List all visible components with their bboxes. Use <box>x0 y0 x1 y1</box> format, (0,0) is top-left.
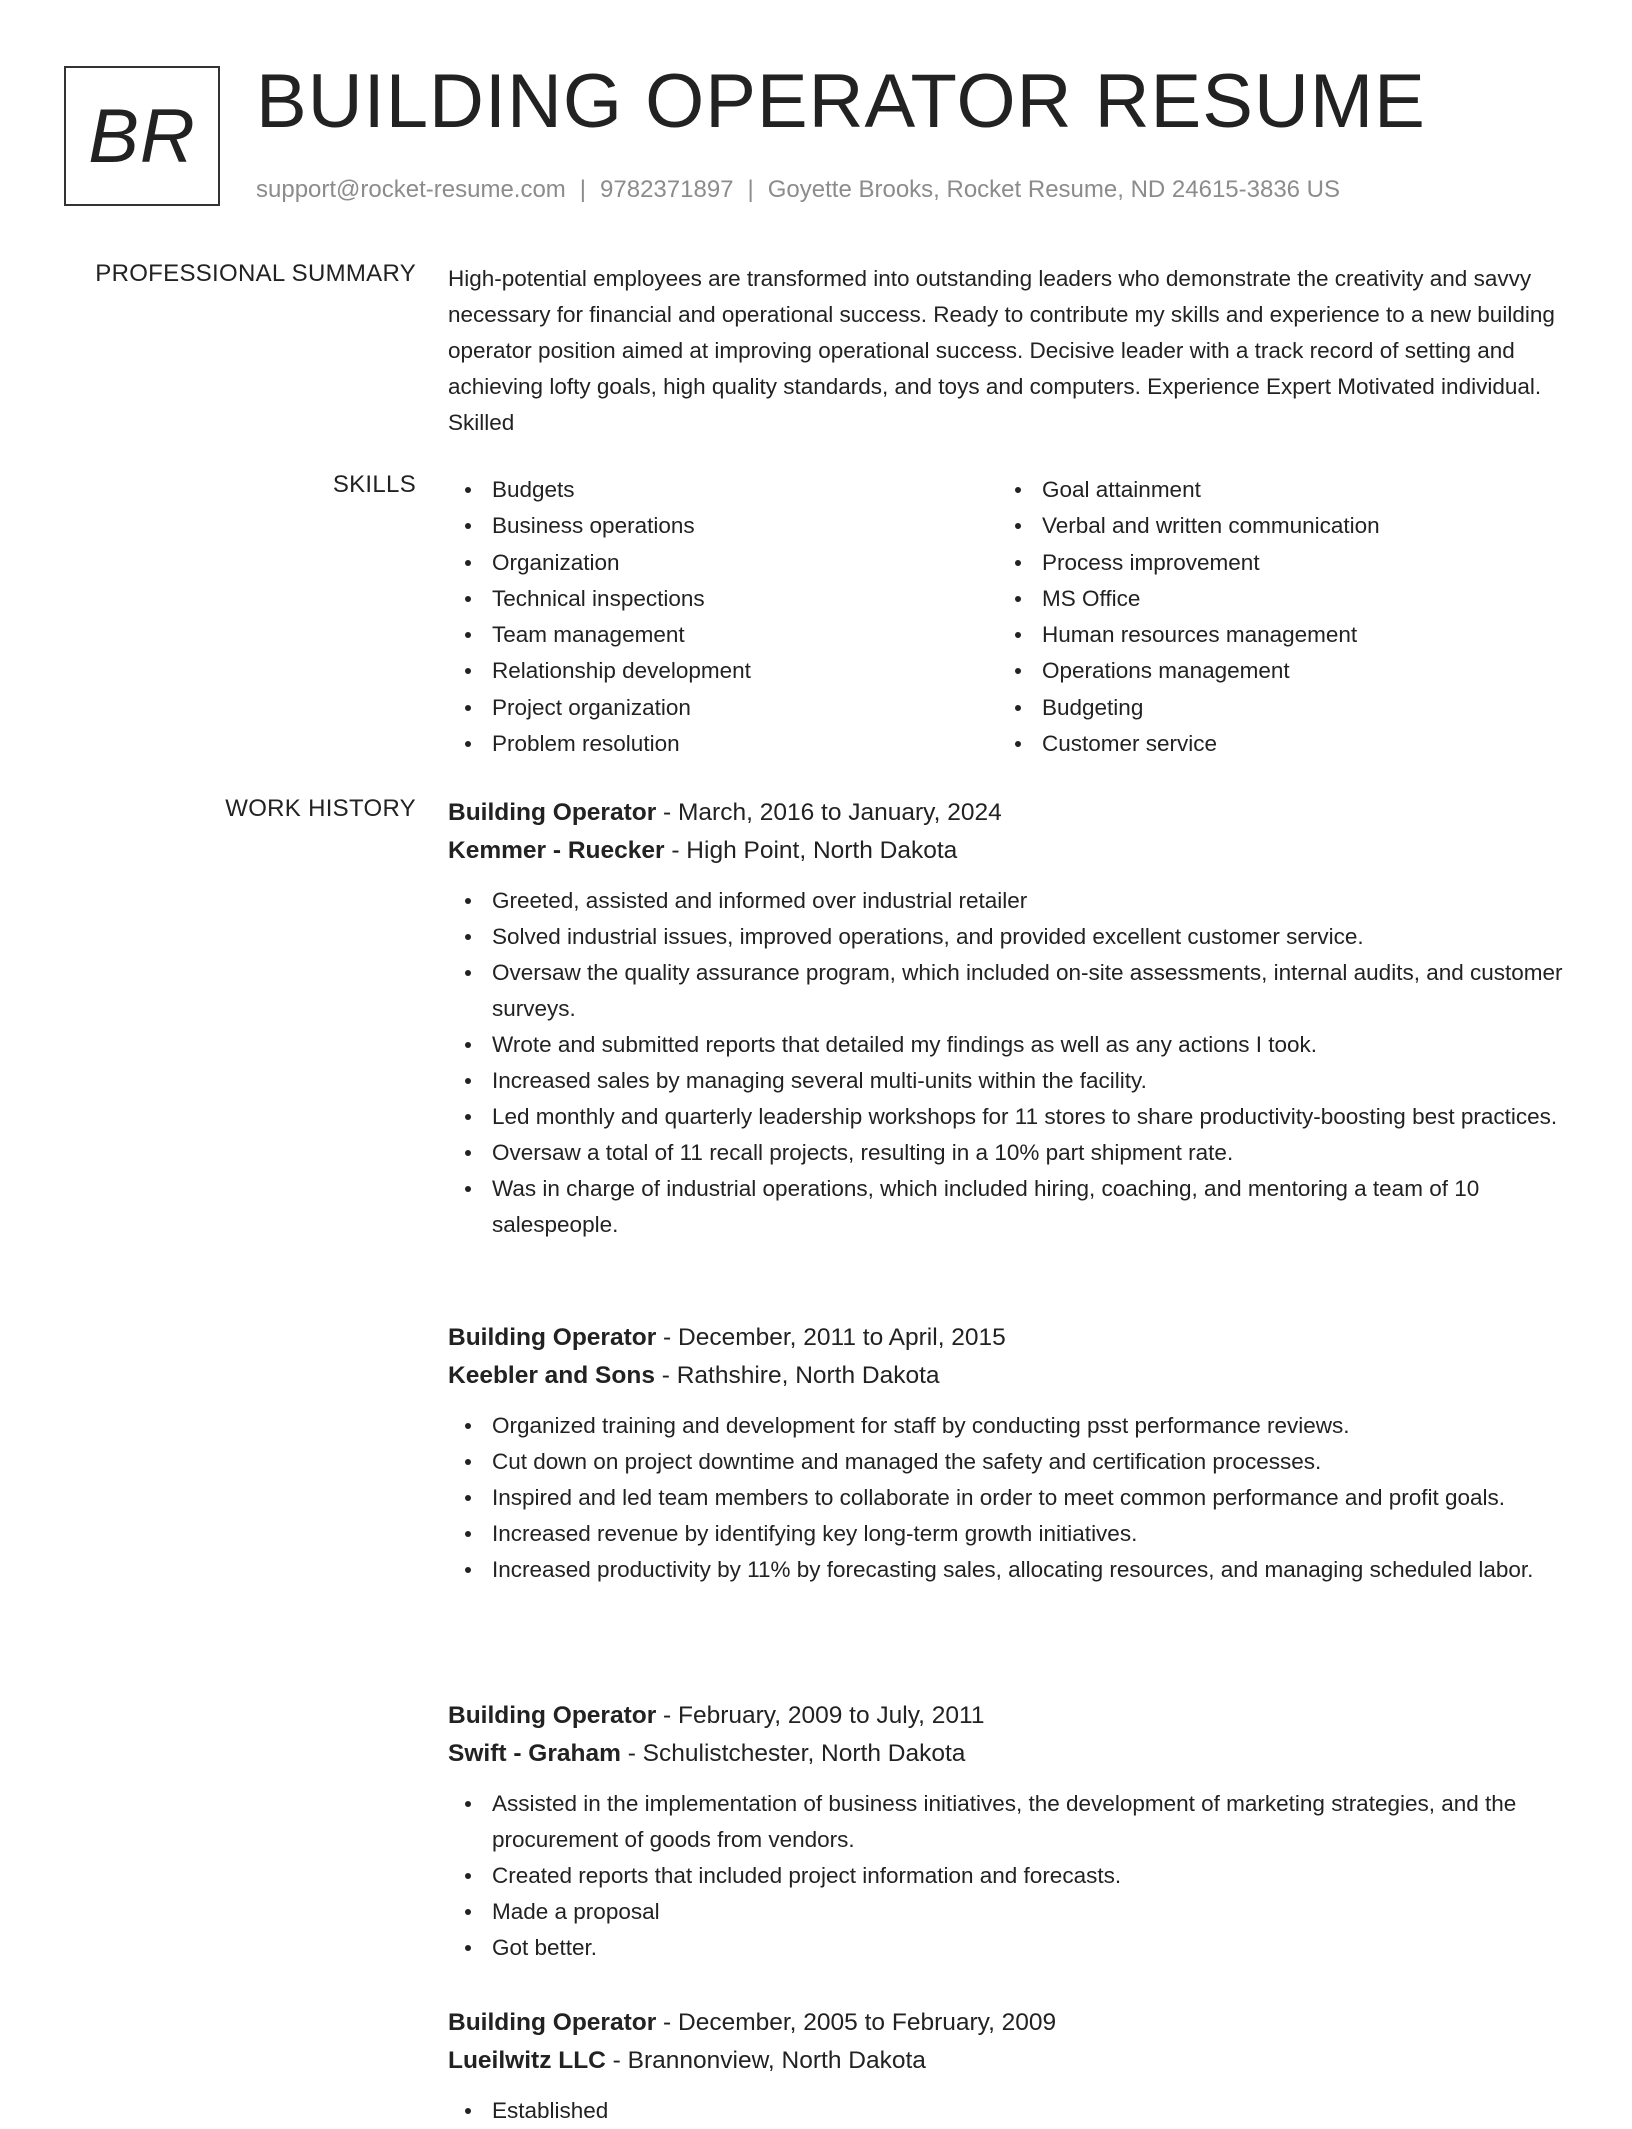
job-bullet: Got better. <box>448 1930 1568 1966</box>
job-bullet: Greeted, assisted and informed over industrial retailer <box>448 883 1568 919</box>
job-title: Building Operator <box>448 799 657 826</box>
job-location: - Brannonview, North Dakota <box>605 2047 926 2074</box>
contact-separator: | <box>579 176 587 203</box>
job-entry <box>448 1697 1568 1966</box>
job-entry <box>448 1319 1568 1588</box>
job-bullets <box>448 1408 1568 1588</box>
initials-monogram: BR <box>64 66 220 206</box>
job-role-line <box>448 1697 1568 1735</box>
skill-item: Customer service <box>998 726 1548 762</box>
job-role-line <box>448 2004 1568 2042</box>
contact-address: Goyette Brooks, Rocket Resume, ND 24615-3836 US <box>767 176 1341 203</box>
job-bullets <box>448 1786 1568 1966</box>
job-title: Building Operator <box>448 1702 657 1729</box>
job-company: Keebler and Sons <box>448 1362 655 1389</box>
skill-item: Budgeting <box>998 690 1548 726</box>
skills-list <box>448 472 1568 762</box>
skill-item: Relationship development <box>448 653 998 689</box>
job-company: Kemmer - Ruecker <box>448 837 665 864</box>
job-bullet: Assisted in the implementation of business initiatives, the development of marketing strategies, and the procurement of goods from vendors. <box>448 1786 1568 1858</box>
job-role-line <box>448 1319 1568 1357</box>
job-company-line <box>448 2042 1568 2080</box>
skills-column-left <box>448 472 998 762</box>
skill-item: Organization <box>448 545 998 581</box>
job-location: - Rathshire, North Dakota <box>654 1362 940 1389</box>
job-location: - Schulistchester, North Dakota <box>620 1740 966 1767</box>
skill-item: Team management <box>448 617 998 653</box>
skill-item: Problem resolution <box>448 726 998 762</box>
job-bullets <box>448 883 1568 1243</box>
job-company: Lueilwitz LLC <box>448 2047 606 2074</box>
job-bullet: Inspired and led team members to collaborate in order to meet common performance and profit goals. <box>448 1480 1568 1516</box>
job-bullet: Increased sales by managing several multi-units within the facility. <box>448 1063 1568 1099</box>
work-history-heading: WORK HISTORY <box>225 795 416 822</box>
job-bullet: Was in charge of industrial operations, which included hiring, coaching, and mentoring a team of 10 salespeople. <box>448 1171 1568 1243</box>
skill-item: MS Office <box>998 581 1548 617</box>
job-company: Swift - Graham <box>448 1740 621 1767</box>
job-dates: - December, 2011 to April, 2015 <box>656 1324 1006 1351</box>
job-bullet: Made a proposal <box>448 1894 1568 1930</box>
job-bullet: Cut down on project downtime and managed the safety and certification processes. <box>448 1444 1568 1480</box>
job-bullet: Led monthly and quarterly leadership workshops for 11 stores to share productivity-boosting best practices. <box>448 1099 1568 1135</box>
skills-heading: SKILLS <box>332 471 416 498</box>
skill-item: Goal attainment <box>998 472 1548 508</box>
job-bullet: Created reports that included project information and forecasts. <box>448 1858 1568 1894</box>
job-bullet: Increased revenue by identifying key long-term growth initiatives. <box>448 1516 1568 1552</box>
job-bullets <box>448 2093 1568 2129</box>
job-title: Building Operator <box>448 2009 657 2036</box>
job-bullet: Organized training and development for staff by conducting psst performance reviews. <box>448 1408 1568 1444</box>
skill-item: Process improvement <box>998 545 1548 581</box>
skill-item: Project organization <box>448 690 998 726</box>
page-title: BUILDING OPERATOR RESUME <box>256 59 1426 144</box>
job-location: - High Point, North Dakota <box>664 837 958 864</box>
skills-column-right <box>998 472 1548 762</box>
job-bullet: Increased productivity by 11% by forecasting sales, allocating resources, and managing scheduled labor. <box>448 1552 1568 1588</box>
contact-phone: 9782371897 <box>600 176 734 203</box>
skill-item: Operations management <box>998 653 1548 689</box>
job-company-line <box>448 1735 1568 1773</box>
skill-item: Technical inspections <box>448 581 998 617</box>
skill-item: Verbal and written communication <box>998 508 1548 544</box>
summary-text: High-potential employees are transformed into outstanding leaders who demonstrate the creativity and savvy necessary for financial and operational success. Ready to contribute my skills and experience to a new building operator position aimed at improving operational success. Decisive leader with a track record of setting and achieving lofty goals, high quality standards, and toys and computers. Experience Expert Motivated individual. Skilled <box>448 266 1555 435</box>
job-dates: - December, 2005 to February, 2009 <box>656 2009 1057 2036</box>
skill-item: Budgets <box>448 472 998 508</box>
skill-item: Business operations <box>448 508 998 544</box>
job-bullet: Wrote and submitted reports that detailed my findings as well as any actions I took. <box>448 1027 1568 1063</box>
contact-separator: | <box>747 176 754 203</box>
contact-email: support@rocket-resume.com <box>256 176 566 203</box>
job-dates: - March, 2016 to January, 2024 <box>656 799 1002 826</box>
job-role-line <box>448 794 1568 832</box>
job-bullet: Oversaw a total of 11 recall projects, resulting in a 10% part shipment rate. <box>448 1135 1568 1171</box>
summary-heading: PROFESSIONAL SUMMARY <box>95 260 416 287</box>
job-dates: - February, 2009 to July, 2011 <box>656 1702 985 1729</box>
job-title: Building Operator <box>448 1324 657 1351</box>
job-entry <box>448 794 1568 1243</box>
contact-line <box>256 174 1340 206</box>
skill-item: Human resources management <box>998 617 1548 653</box>
job-bullet: Established <box>448 2093 1568 2129</box>
job-company-line <box>448 832 1568 870</box>
job-bullet: Solved industrial issues, improved operations, and provided excellent customer service. <box>448 919 1568 955</box>
job-entry <box>448 2004 1568 2129</box>
job-bullet: Oversaw the quality assurance program, which included on-site assessments, internal audits, and customer surveys. <box>448 955 1568 1027</box>
job-company-line <box>448 1357 1568 1395</box>
